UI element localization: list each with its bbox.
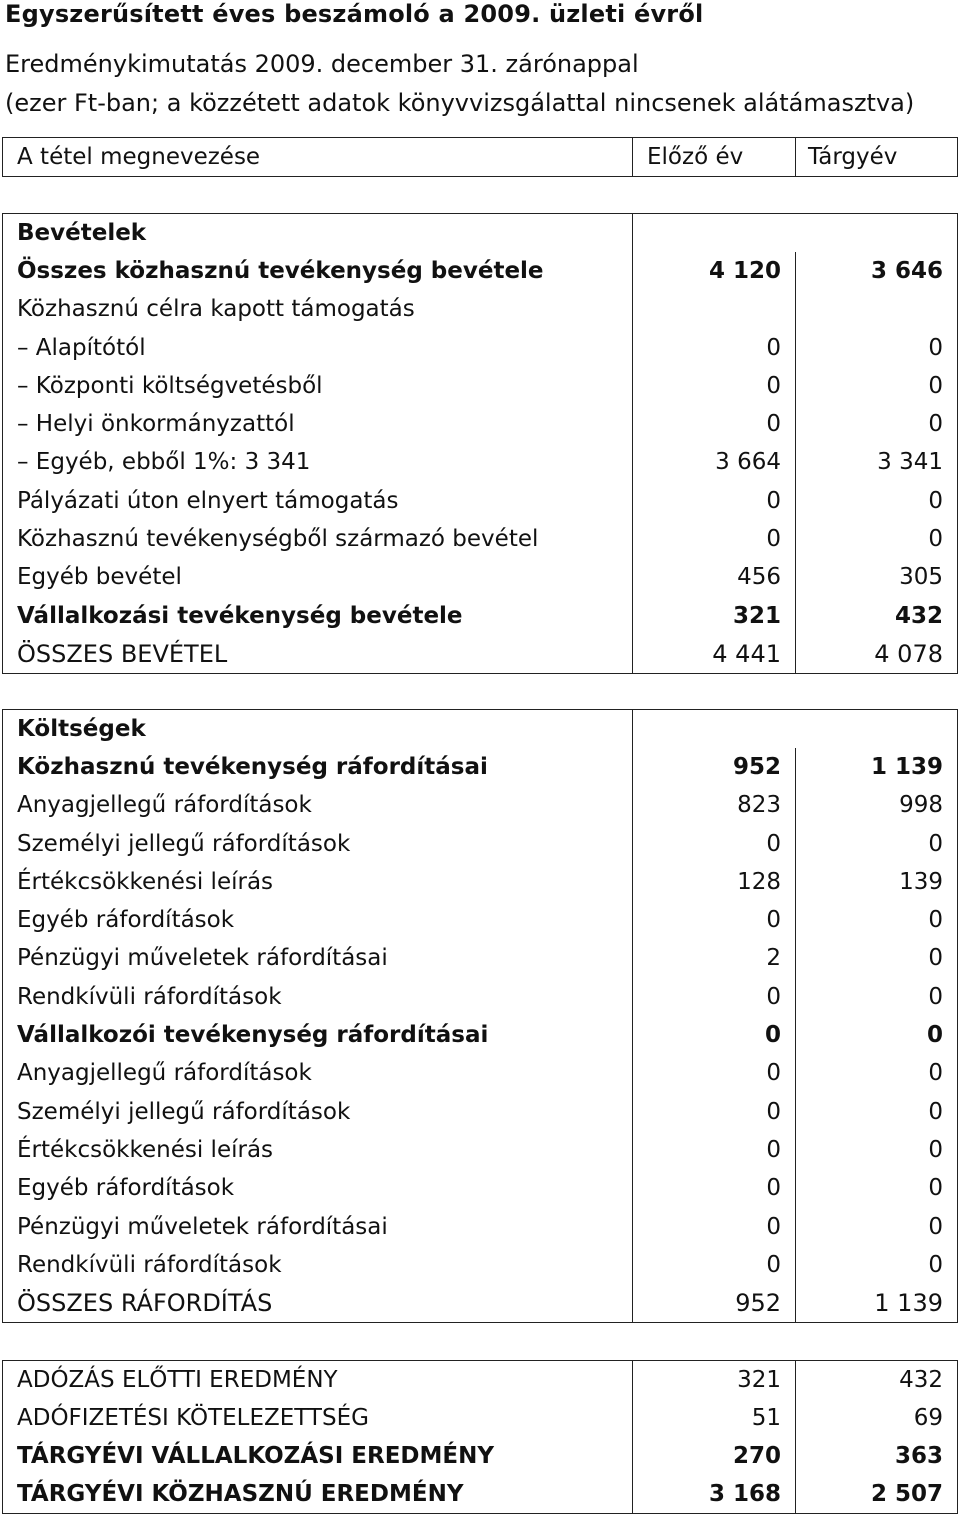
row-label: Egyéb ráfordítások	[3, 1169, 633, 1207]
row-label: ÖSSZES BEVÉTEL	[3, 635, 633, 673]
item-name-header: A tétel megnevezése	[3, 138, 633, 177]
table-row	[3, 1092, 958, 1130]
prev-year-value: 952	[633, 1284, 796, 1322]
prev-year-value	[633, 290, 796, 328]
prev-year-value: 270	[633, 1437, 796, 1475]
table-row	[3, 596, 958, 634]
current-year-value: 0	[796, 1092, 958, 1130]
table-row	[3, 901, 958, 939]
row-label: ADÓZÁS ELŐTTI EREDMÉNY	[3, 1361, 633, 1399]
row-label: Anyagjellegű ráfordítások	[3, 786, 633, 824]
prev-year-value: 456	[633, 558, 796, 596]
row-label: ÖSSZES RÁFORDÍTÁS	[3, 1284, 633, 1322]
current-year-value: 0	[796, 939, 958, 977]
table-row	[3, 786, 958, 824]
prev-year-value: 823	[633, 786, 796, 824]
row-label: Összes közhasznú tevékenység bevétele	[3, 252, 633, 290]
table-row	[3, 939, 958, 977]
document-title: Egyszerűsített éves beszámoló a 2009. üzleti évről	[5, 0, 704, 28]
row-label: Pénzügyi műveletek ráfordításai	[3, 939, 633, 977]
current-year-value	[796, 290, 958, 328]
table-row	[3, 1284, 958, 1322]
table-row	[3, 252, 958, 290]
empty-cell	[796, 214, 958, 252]
prev-year-value: 0	[633, 1054, 796, 1092]
prev-year-value: 0	[633, 1092, 796, 1130]
row-label: Vállalkozási tevékenység bevétele	[3, 596, 633, 634]
table-row	[3, 443, 958, 481]
prev-year-value: 321	[633, 1361, 796, 1399]
prev-year-value: 321	[633, 596, 796, 634]
prev-year-value: 0	[633, 405, 796, 443]
table-row	[3, 1399, 958, 1437]
table-row	[3, 328, 958, 366]
prev-year-value: 0	[633, 328, 796, 366]
row-label: Értékcsökkenési leírás	[3, 1131, 633, 1169]
current-year-value: 0	[796, 1207, 958, 1245]
current-year-value: 305	[796, 558, 958, 596]
table-row	[3, 405, 958, 443]
row-label: – Egyéb, ebből 1%: 3 341	[3, 443, 633, 481]
section-title: Bevételek	[3, 214, 633, 252]
row-label: Személyi jellegű ráfordítások	[3, 1092, 633, 1130]
row-label: ADÓFIZETÉSI KÖTELEZETTSÉG	[3, 1399, 633, 1437]
table-row	[3, 1169, 958, 1207]
empty-cell	[796, 710, 958, 748]
row-label: Személyi jellegű ráfordítások	[3, 824, 633, 862]
section-title-row	[3, 710, 958, 748]
table-row	[3, 290, 958, 328]
current-year-value: 998	[796, 786, 958, 824]
current-year-value: 363	[796, 1437, 958, 1475]
units-note: (ezer Ft-ban; a közzétett adatok könyvvizsgálattal nincsenek alátámasztva)	[5, 89, 915, 117]
prev-year-value: 51	[633, 1399, 796, 1437]
table-row	[3, 1016, 958, 1054]
prev-year-value: 0	[633, 482, 796, 520]
table-row	[3, 1437, 958, 1475]
row-label: Rendkívüli ráfordítások	[3, 1246, 633, 1284]
row-label: – Központi költségvetésből	[3, 367, 633, 405]
empty-cell	[633, 710, 796, 748]
row-label: Közhasznú tevékenység ráfordításai	[3, 748, 633, 786]
income-table	[2, 213, 958, 674]
prev-year-value: 0	[633, 901, 796, 939]
prev-year-value: 0	[633, 1169, 796, 1207]
current-year-value: 0	[796, 520, 958, 558]
current-year-header: Tárgyév	[796, 138, 958, 177]
row-label: Egyéb bevétel	[3, 558, 633, 596]
table-row	[3, 1054, 958, 1092]
current-year-value: 0	[796, 1131, 958, 1169]
prev-year-value: 0	[633, 1131, 796, 1169]
prev-year-value: 3 168	[633, 1475, 796, 1513]
prev-year-value: 4 441	[633, 635, 796, 673]
prev-year-value: 4 120	[633, 252, 796, 290]
current-year-value: 0	[796, 482, 958, 520]
current-year-value: 0	[796, 901, 958, 939]
current-year-value: 139	[796, 863, 958, 901]
prev-year-value: 0	[633, 367, 796, 405]
table-row	[3, 367, 958, 405]
row-label: Egyéb ráfordítások	[3, 901, 633, 939]
table-row	[3, 558, 958, 596]
current-year-value: 0	[796, 824, 958, 862]
prev-year-value: 128	[633, 863, 796, 901]
column-header-table	[2, 137, 958, 177]
cost-table	[2, 709, 958, 1323]
current-year-value: 1 139	[796, 748, 958, 786]
current-year-value: 0	[796, 1246, 958, 1284]
row-label: Pénzügyi műveletek ráfordításai	[3, 1207, 633, 1245]
table-row	[3, 635, 958, 673]
current-year-value: 0	[796, 1016, 958, 1054]
current-year-value: 0	[796, 1054, 958, 1092]
current-year-value: 0	[796, 1169, 958, 1207]
prev-year-value: 3 664	[633, 443, 796, 481]
row-label: Értékcsökkenési leírás	[3, 863, 633, 901]
current-year-value: 4 078	[796, 635, 958, 673]
table-row	[3, 1475, 958, 1513]
result-table	[2, 1360, 958, 1514]
document-subtitle: Eredménykimutatás 2009. december 31. zárónappal	[5, 50, 639, 78]
prev-year-value: 2	[633, 939, 796, 977]
current-year-value: 0	[796, 978, 958, 1016]
current-year-value: 3 341	[796, 443, 958, 481]
current-year-value: 69	[796, 1399, 958, 1437]
section-title: Költségek	[3, 710, 633, 748]
row-label: TÁRGYÉVI KÖZHASZNÚ EREDMÉNY	[3, 1475, 633, 1513]
table-row	[3, 1361, 958, 1399]
table-row	[3, 1246, 958, 1284]
row-label: Közhasznú tevékenységből származó bevétel	[3, 520, 633, 558]
current-year-value: 3 646	[796, 252, 958, 290]
row-label: TÁRGYÉVI VÁLLALKOZÁSI EREDMÉNY	[3, 1437, 633, 1475]
current-year-value: 0	[796, 367, 958, 405]
row-label: Vállalkozói tevékenység ráfordításai	[3, 1016, 633, 1054]
column-header-row	[3, 138, 958, 177]
prev-year-value: 0	[633, 824, 796, 862]
row-label: Rendkívüli ráfordítások	[3, 978, 633, 1016]
prev-year-value: 0	[633, 1016, 796, 1054]
table-row	[3, 520, 958, 558]
table-row	[3, 863, 958, 901]
row-label: Közhasznú célra kapott támogatás	[3, 290, 633, 328]
section-title-row	[3, 214, 958, 252]
prev-year-value: 952	[633, 748, 796, 786]
table-row	[3, 978, 958, 1016]
row-label: Pályázati úton elnyert támogatás	[3, 482, 633, 520]
table-row	[3, 748, 958, 786]
current-year-value: 0	[796, 328, 958, 366]
prev-year-value: 0	[633, 1246, 796, 1284]
table-row	[3, 482, 958, 520]
table-row	[3, 824, 958, 862]
current-year-value: 2 507	[796, 1475, 958, 1513]
prev-year-value: 0	[633, 978, 796, 1016]
prev-year-header: Előző év	[633, 138, 796, 177]
row-label: – Alapítótól	[3, 328, 633, 366]
empty-cell	[633, 214, 796, 252]
row-label: Anyagjellegű ráfordítások	[3, 1054, 633, 1092]
current-year-value: 0	[796, 405, 958, 443]
current-year-value: 432	[796, 596, 958, 634]
current-year-value: 1 139	[796, 1284, 958, 1322]
prev-year-value: 0	[633, 520, 796, 558]
row-label: – Helyi önkormányzattól	[3, 405, 633, 443]
current-year-value: 432	[796, 1361, 958, 1399]
prev-year-value: 0	[633, 1207, 796, 1245]
table-row	[3, 1207, 958, 1245]
table-row	[3, 1131, 958, 1169]
